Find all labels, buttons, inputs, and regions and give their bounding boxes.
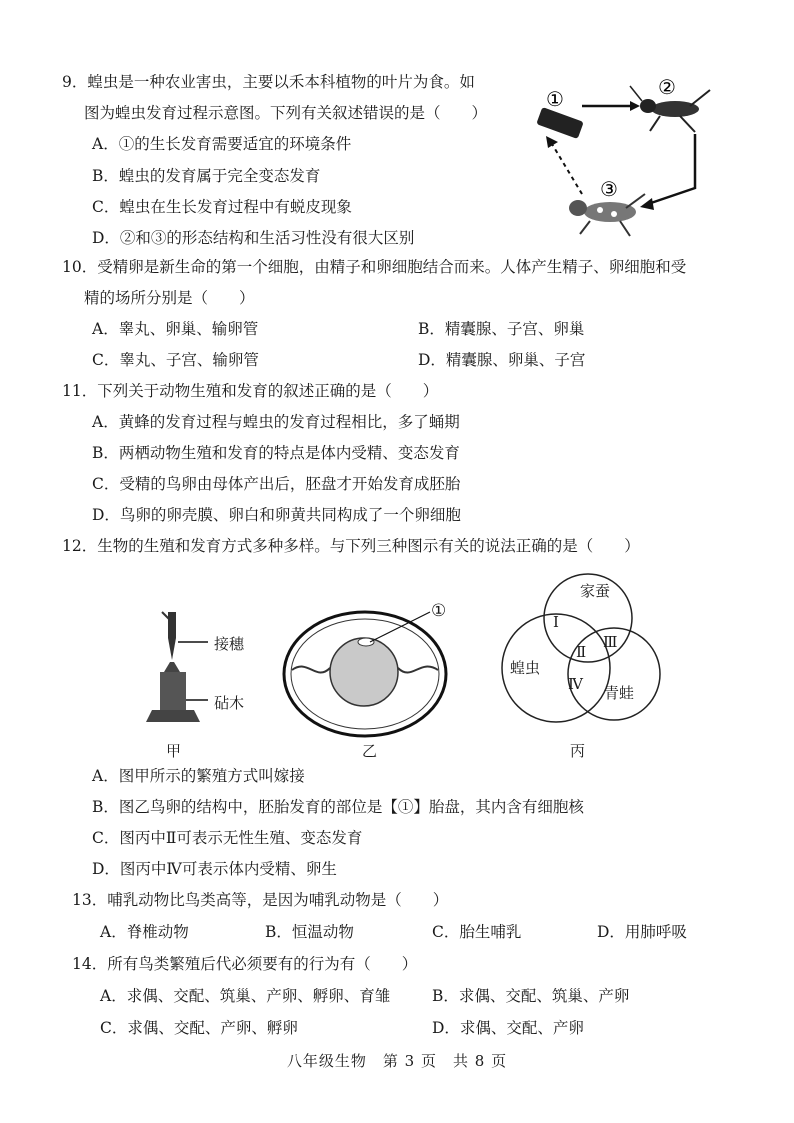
q12-option-c: C．图丙中Ⅱ可表示无性生殖、变态发育 [92,829,363,847]
q9-option-a: A．①的生长发育需要适宜的环境条件 [92,135,352,153]
yolk-icon [330,638,398,706]
q12-stem: 12．生物的生殖和发育方式多种多样。与下列三种图示有关的说法正确的是（ ） [62,537,640,555]
q10-stem-line2: 精的场所分别是（ ） [84,289,255,307]
q10-option-c: C．睾丸、子宫、输卵管 [92,351,259,369]
page-footer: 八年级生物 第 3 页 共 8 页 [286,1052,508,1070]
q11-stem: 11．下列关于动物生殖和发育的叙述正确的是（ ） [62,382,439,400]
germinal-disc-icon [358,638,374,646]
grafting-figure [130,600,280,780]
q13-option-a: A．脊椎动物 [100,923,189,941]
q14-option-b: B．求偶、交配、筑巢、产卵 [432,987,630,1005]
q11-option-b: B．两栖动物生殖和发育的特点是体内受精、变态发育 [92,444,460,462]
rootstock-label: 砧木 [214,694,245,712]
bird-egg-figure [280,598,500,758]
q13-option-c: C．胎生哺乳 [432,923,522,941]
q14-option-c: C．求偶、交配、产卵、孵卵 [100,1019,298,1037]
venn-frog-label: 青蛙 [604,684,635,702]
stage-3-label: ③ [600,177,618,201]
egg-marker-1: ① [431,601,447,621]
venn-region-3: Ⅲ [603,633,618,651]
q11-option-c: C．受精的鸟卵由母体产出后，胚盘才开始发育成胚胎 [92,475,461,493]
q9-stem-line1: 9．蝗虫是一种农业害虫，主要以禾本科植物的叶片为食。如 [62,73,475,91]
q10-option-a: A．睾丸、卵巢、输卵管 [92,320,259,338]
q10-option-b: B．精囊腺、子宫、卵巢 [418,320,585,338]
locust-lifecycle-figure [530,76,730,246]
q11-option-a: A．黄蜂的发育过程与蝗虫的发育过程相比，多了蛹期 [92,413,460,431]
rootstock-icon [146,662,200,722]
q10-stem-line1: 10．受精卵是新生命的第一个细胞，由精子和卵细胞结合而来。人体产生精子、卵细胞和受 [62,258,687,276]
q9-stem-line2: 图为蝗虫发育过程示意图。下列有关叙述错误的是（ ） [84,104,488,122]
q12-option-a: A．图甲所示的繁殖方式叫嫁接 [92,767,305,785]
scion-icon [162,612,176,660]
q12-option-b: B．图乙鸟卵的结构中，胚胎发育的部位是【①】胎盘，其内含有细胞核 [92,798,584,816]
q13-option-d: D．用肺呼吸 [597,923,687,941]
q13-stem: 13．哺乳动物比鸟类高等，是因为哺乳动物是（ ） [72,891,449,909]
stage-2-label: ② [658,75,676,99]
venn-region-2: Ⅱ [576,643,587,661]
locust-egg-pod-icon [536,107,584,139]
venn-region-1: Ⅰ [553,613,559,631]
venn-silkworm-label: 家蚕 [580,582,611,600]
q14-option-a: A．求偶、交配、筑巢、产卵、孵卵、育雏 [100,987,391,1005]
q9-option-b: B．蝗虫的发育属于完全变态发育 [92,167,321,185]
q9-option-c: C．蝗虫在生长发育过程中有蜕皮现象 [92,198,352,216]
figure-jia-caption: 甲 [166,742,182,760]
q13-option-b: B．恒温动物 [265,923,354,941]
venn-locust-label: 蝗虫 [510,659,541,677]
figure-yi-caption: 乙 [362,742,378,760]
q11-option-d: D．鸟卵的卵壳膜、卵白和卵黄共同构成了一个卵细胞 [92,506,461,524]
q10-option-d: D．精囊腺、卵巢、子宫 [418,351,586,369]
q9-option-d: D．②和③的形态结构和生活习性没有很大区别 [92,229,415,247]
stage-1-label: ① [546,87,564,111]
figure-bing-caption: 丙 [570,742,586,760]
scion-label: 接穗 [214,635,245,653]
venn-region-4: Ⅳ [568,675,583,693]
q12-option-d: D．图丙中Ⅳ可表示体内受精、卵生 [92,860,337,878]
q14-option-d: D．求偶、交配、产卵 [432,1019,584,1037]
q14-stem: 14．所有鸟类繁殖后代必须要有的行为有（ ） [72,955,418,973]
